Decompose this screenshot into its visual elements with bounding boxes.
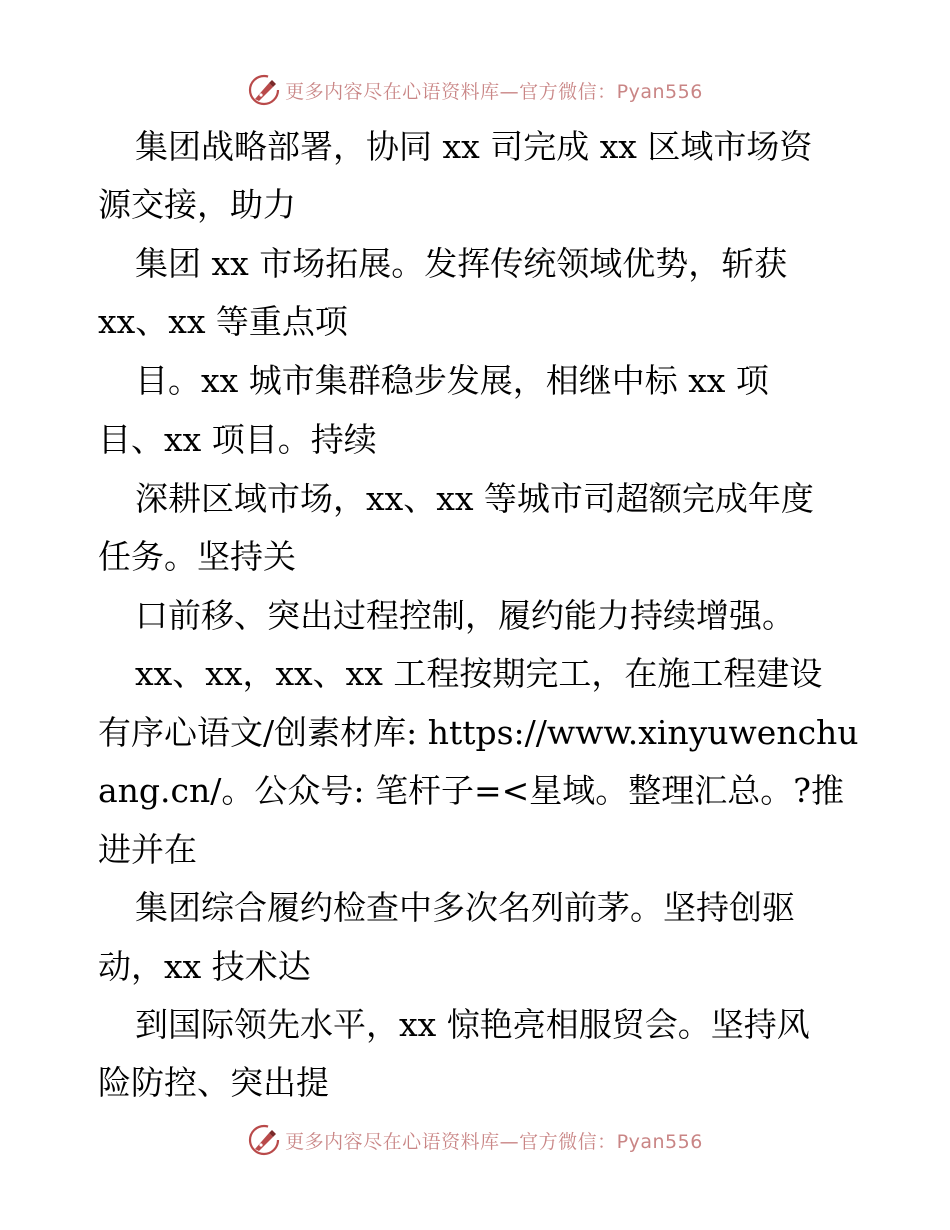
text-line: 口前移、突出过程控制，履约能力持续增强。	[135, 596, 795, 635]
text-line: 目、xx 项目。持续	[98, 420, 377, 459]
text-line: 目。xx 城市集群稳步发展，相继中标 xx 项	[135, 361, 769, 400]
header-watermark-text: 更多内容尽在心语资料库—官方微信：Pyan556	[285, 80, 703, 103]
text-line: 深耕区域市场，xx、xx 等城市司超额完成年度	[135, 479, 814, 518]
text-line: 进并在	[98, 830, 197, 869]
text-line: xx、xx 等重点项	[98, 302, 348, 341]
text-line: 源交接，助力	[98, 185, 296, 224]
text-line: 集团 xx 市场拓展。发挥传统领域优势，斩获	[135, 244, 788, 283]
text-line: 集团综合履约检查中多次名列前茅。坚持创驱	[135, 888, 795, 927]
text-line: 任务。坚持关	[98, 537, 296, 576]
text-line: 有序心语文/创素材库: https://www.xinyuwenchu	[98, 713, 859, 752]
text-line: xx、xx，xx、xx 工程按期完工，在施工程建设	[135, 654, 823, 693]
text-line: 险防控、突出提	[98, 1063, 329, 1102]
text-line: 集团战略部署，协同 xx 司完成 xx 区域市场资	[135, 127, 813, 166]
text-line: 动，xx 技术达	[98, 947, 311, 986]
pen-nib-logo-icon	[247, 1123, 281, 1157]
footer-watermark-text: 更多内容尽在心语资料库—官方微信：Pyan556	[285, 1130, 703, 1153]
text-line: 到国际领先水平，xx 惊艳亮相服贸会。坚持风	[135, 1005, 810, 1044]
text-line: ang.cn/。公众号: 笔杆子=<星域。整理汇总。?推	[98, 771, 844, 810]
footer-watermark-banner	[0, 1120, 950, 1160]
